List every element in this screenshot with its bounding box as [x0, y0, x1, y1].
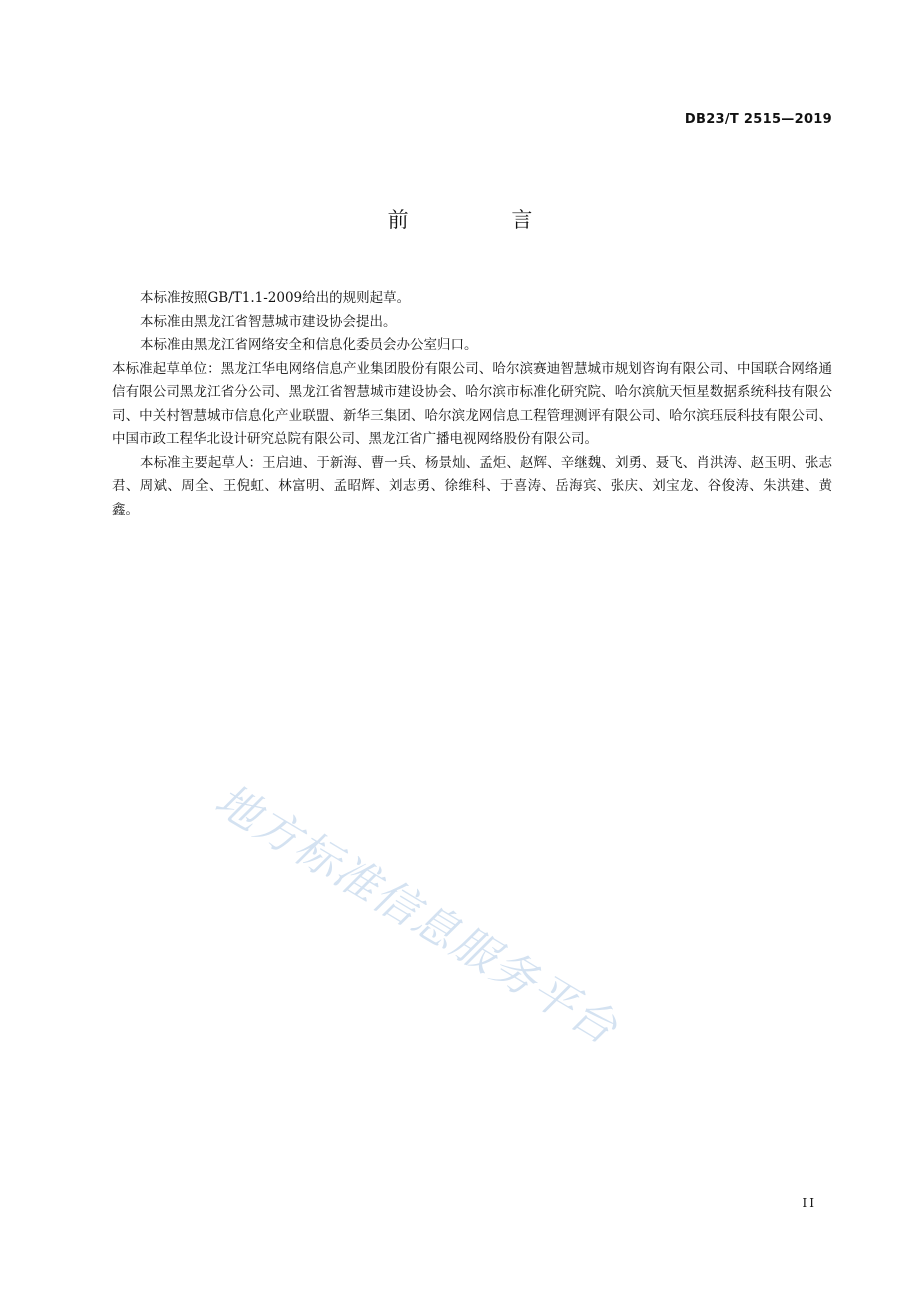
- page-title: 前 言: [387, 208, 581, 232]
- paragraph-drafting-rules: 本标准按照GB/T1.1-2009给出的规则起草。: [140, 290, 411, 306]
- paragraph-proposer: 本标准由黑龙江省智慧城市建设协会提出。: [140, 313, 397, 330]
- foreword-content: [112, 287, 832, 522]
- paragraph-drafters: 本标准主要起草人：王启迪、于新海、曹一兵、杨景灿、孟炬、赵辉、辛继魏、刘勇、聂飞、肖洪涛、赵玉明、张志君、周斌、周全、王倪虹、林富明、孟昭辉、刘志勇、徐维科、于喜涛、岳海宾、张庆、刘宝龙、谷俊涛、朱洪建、黄鑫。: [112, 454, 832, 518]
- paragraph-centralized-unit: 本标准由黑龙江省网络安全和信息化委员会办公室归口。: [140, 337, 478, 353]
- watermark: 地方标准信息服务平台: [206, 774, 627, 1056]
- paragraph-drafting-organizations: 本标准起草单位：黑龙江华电网络信息产业集团股份有限公司、哈尔滨赛迪智慧城市规划咨询有限公司、中国联合网络通信有限公司黑龙江省分公司、黑龙江省智慧城市建设协会、哈尔滨市标准化研究院、哈尔滨航天恒星数据系统科技有限公司、中关村智慧城市信息化产业联盟、新华三集团、哈尔滨龙网信息工程管理测评有限公司、哈尔滨珏辰科技有限公司、中国市政工程华北设计研究总院有限公司、黑龙江省广播电视网络股份有限公司。: [112, 360, 832, 447]
- standard-code: DB23/T 2515—2019: [684, 112, 832, 127]
- page-number: II: [802, 1196, 816, 1210]
